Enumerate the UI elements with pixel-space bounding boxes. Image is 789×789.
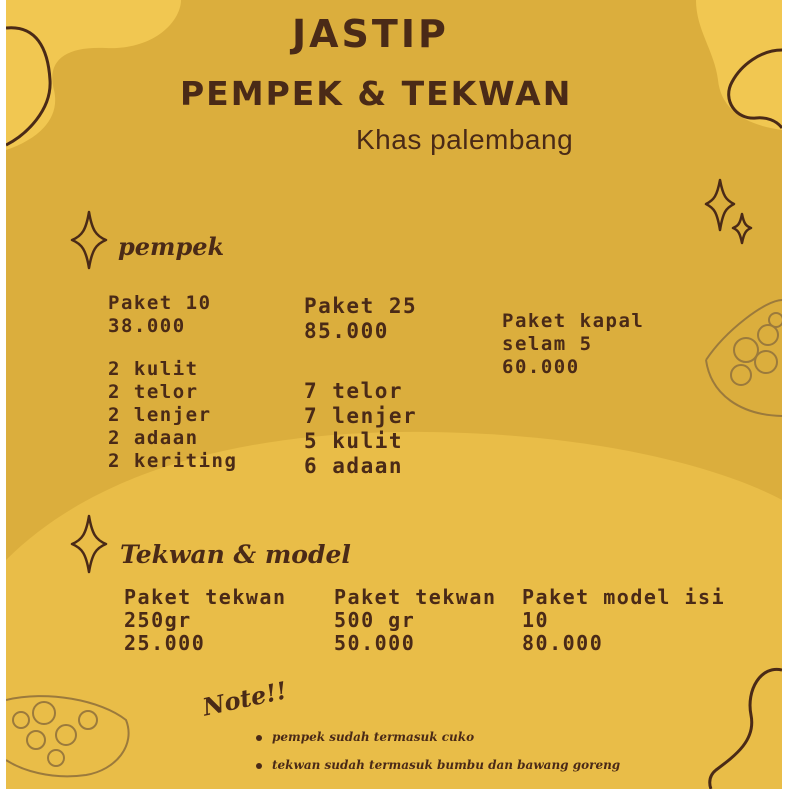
note-item: [256, 730, 474, 744]
bullet-icon: [256, 763, 262, 769]
package-price: 50.000: [334, 631, 416, 655]
package-item: 2 kulit: [108, 358, 199, 380]
package-paket-25: [304, 294, 417, 479]
package-price: 38.000: [108, 315, 186, 337]
note-title: Note!!: [199, 675, 290, 722]
note-text: pempek sudah termasuk cuko: [272, 730, 475, 744]
package-name: Paket 25: [304, 294, 418, 318]
package-name: Paket model isi: [522, 585, 726, 609]
package-name: Paket tekwan: [334, 585, 497, 609]
top-left-blob: [6, 0, 181, 150]
package-item: 2 keriting: [108, 450, 238, 472]
bowl-icon: [706, 300, 782, 416]
note-text: tekwan sudah termasuk bumbu dan bawang goreng: [272, 758, 621, 772]
package-item: 6 adaan: [304, 454, 404, 478]
package-item: 2 telor: [108, 381, 199, 403]
package-item: 5 kulit: [304, 429, 404, 453]
package-item: 2 adaan: [108, 427, 199, 449]
package-size: 500 gr: [334, 608, 416, 632]
package-size: 250gr: [124, 608, 192, 632]
section-heading-pempek: pempek: [118, 232, 225, 261]
package-item: 7 lenjer: [304, 404, 418, 428]
package-tekwan-500: [334, 586, 497, 655]
package-name: Paket kapal: [502, 310, 645, 332]
sparkle-icon: [72, 212, 106, 268]
package-tekwan-250: [124, 586, 287, 655]
package-size: 10: [522, 608, 550, 632]
package-name: Paket 10: [108, 292, 212, 314]
package-model: [522, 586, 725, 655]
poster: [6, 0, 782, 789]
package-paket-kapal-selam: [502, 310, 644, 379]
package-item: 2 lenjer: [108, 404, 212, 426]
package-price: 25.000: [124, 631, 206, 655]
package-price: 85.000: [304, 319, 389, 343]
package-price: 60.000: [502, 356, 580, 378]
note-item: [256, 758, 620, 772]
package-paket-10: [108, 292, 237, 473]
page-title: JASTIP: [292, 12, 449, 56]
package-price: 80.000: [522, 631, 604, 655]
page-subtitle: PEMPEK & TEKWAN: [180, 74, 573, 113]
package-item: 7 telor: [304, 379, 404, 403]
package-name: selam 5: [502, 333, 593, 355]
tagline: Khas palembang: [356, 124, 574, 155]
sparkle-icon: [706, 180, 751, 243]
package-name: Paket tekwan: [124, 585, 287, 609]
bullet-icon: [256, 735, 262, 741]
top-right-blob: [696, 0, 782, 130]
section-heading-tekwan: Tekwan & model: [120, 540, 351, 569]
